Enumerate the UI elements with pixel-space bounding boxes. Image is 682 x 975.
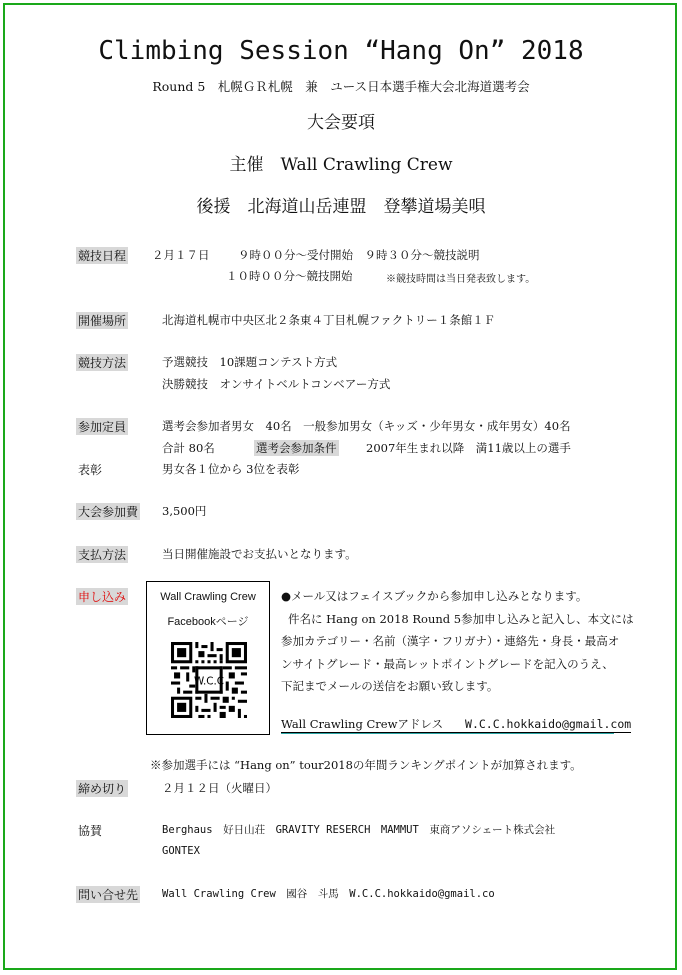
qr-subtitle: Facebookページ	[167, 616, 249, 628]
schedule-line2: １０時００分～競技開始	[226, 269, 353, 283]
sponsor-line2: GONTEX	[162, 845, 200, 857]
page-title: Climbing Session “Hang On” 2018	[98, 36, 584, 66]
qr-title: Wall Crawling Crew	[160, 591, 256, 603]
payment-label: 支払方法	[78, 548, 127, 562]
mail-link[interactable]: W.C.C.hokkaido@gmail.com	[465, 717, 632, 731]
venue-value: 北海道札幌市中央区北２条東４丁目札幌ファクトリー１条館１Ｆ	[162, 313, 496, 327]
organizer: 主催 Wall Crawling Crew	[229, 155, 453, 175]
deadline-label: 締め切り	[78, 782, 127, 796]
method-label: 競技方法	[78, 356, 127, 370]
capacity-condition-tag: 選考会参加条件	[256, 441, 337, 455]
apply-line2: 件名に Hang on 2018 Round 5参加申し込みと記入し、本文には	[288, 612, 634, 626]
sponsor-label: 協賛	[78, 824, 103, 838]
apply-line3: 参加カテゴリー・名前（漢字・フリガナ）・連絡先・身長・最高オ	[281, 634, 620, 648]
venue-label: 開催場所	[78, 314, 127, 328]
apply-label: 申し込み	[78, 590, 127, 604]
ranking-note: ※参加選手には “Hang on” tour2018の年間ランキングポイントが加算されます。	[150, 758, 582, 772]
sponsor-line1: Berghaus 好日山荘 GRAVITY RESERCH MAMMUT 東商アソシェート株式会社	[162, 824, 556, 836]
apply-line4: ンサイトグレード・最高レットポイントグレードを記入のうえ、	[281, 657, 614, 671]
qr-card	[146, 581, 270, 735]
award-label: 表彰	[78, 463, 103, 477]
fee-value: 3,500円	[162, 504, 207, 518]
page-subtitle: Round 5 札幌ＧＲ札幌 兼 ユース日本選手権大会北海道選考会	[152, 79, 530, 94]
support: 後援 北海道山岳連盟 登攀道場美唄	[196, 197, 486, 217]
qr-center-text: W.C.C	[193, 675, 225, 688]
schedule-note: ※競技時間は当日発表致します。	[386, 274, 536, 285]
schedule-label: 競技日程	[78, 249, 127, 263]
mail-underline	[281, 733, 614, 734]
fee-label: 大会参加費	[78, 505, 139, 519]
mail-label: Wall Crawling Crewアドレス	[281, 717, 444, 731]
capacity-label: 参加定員	[78, 420, 127, 434]
schedule-date: ２月１７日	[152, 248, 210, 262]
capacity-line1: 選考会参加者男女 40名 一般参加男女（キッズ・少年男女・成年男女）40名	[162, 419, 571, 433]
contact-label: 問い合せ先	[78, 888, 139, 902]
apply-line1: ●メール又はフェイスブックから参加申し込みとなります。	[281, 589, 588, 603]
award-value: 男女各１位から 3位を表彰	[162, 462, 300, 476]
method-line2: 決勝競技 オンサイトベルトコンベアー方式	[162, 377, 391, 391]
schedule-line1: ９時００分～受付開始 ９時３０分～競技説明	[238, 248, 480, 262]
deadline-value: ２月１２日（火曜日）	[162, 781, 277, 795]
payment-value: 当日開催施設でお支払いとなります。	[162, 547, 357, 561]
apply-line5: 下記までメールの送信をお願い致します。	[281, 679, 499, 693]
qr-code-icon[interactable]	[171, 642, 247, 718]
mail-line	[281, 716, 631, 733]
heading: 大会要項	[307, 113, 375, 133]
capacity-total: 合計 80名	[162, 441, 215, 455]
contact-value: Wall Crawling Crew 國谷 斗馬 W.C.C.hokkaido@gmail.co	[162, 888, 495, 900]
method-line1: 予選競技 10課題コンテスト方式	[162, 355, 338, 369]
capacity-condition: 2007年生まれ以降 満11歳以上の選手	[366, 441, 571, 455]
